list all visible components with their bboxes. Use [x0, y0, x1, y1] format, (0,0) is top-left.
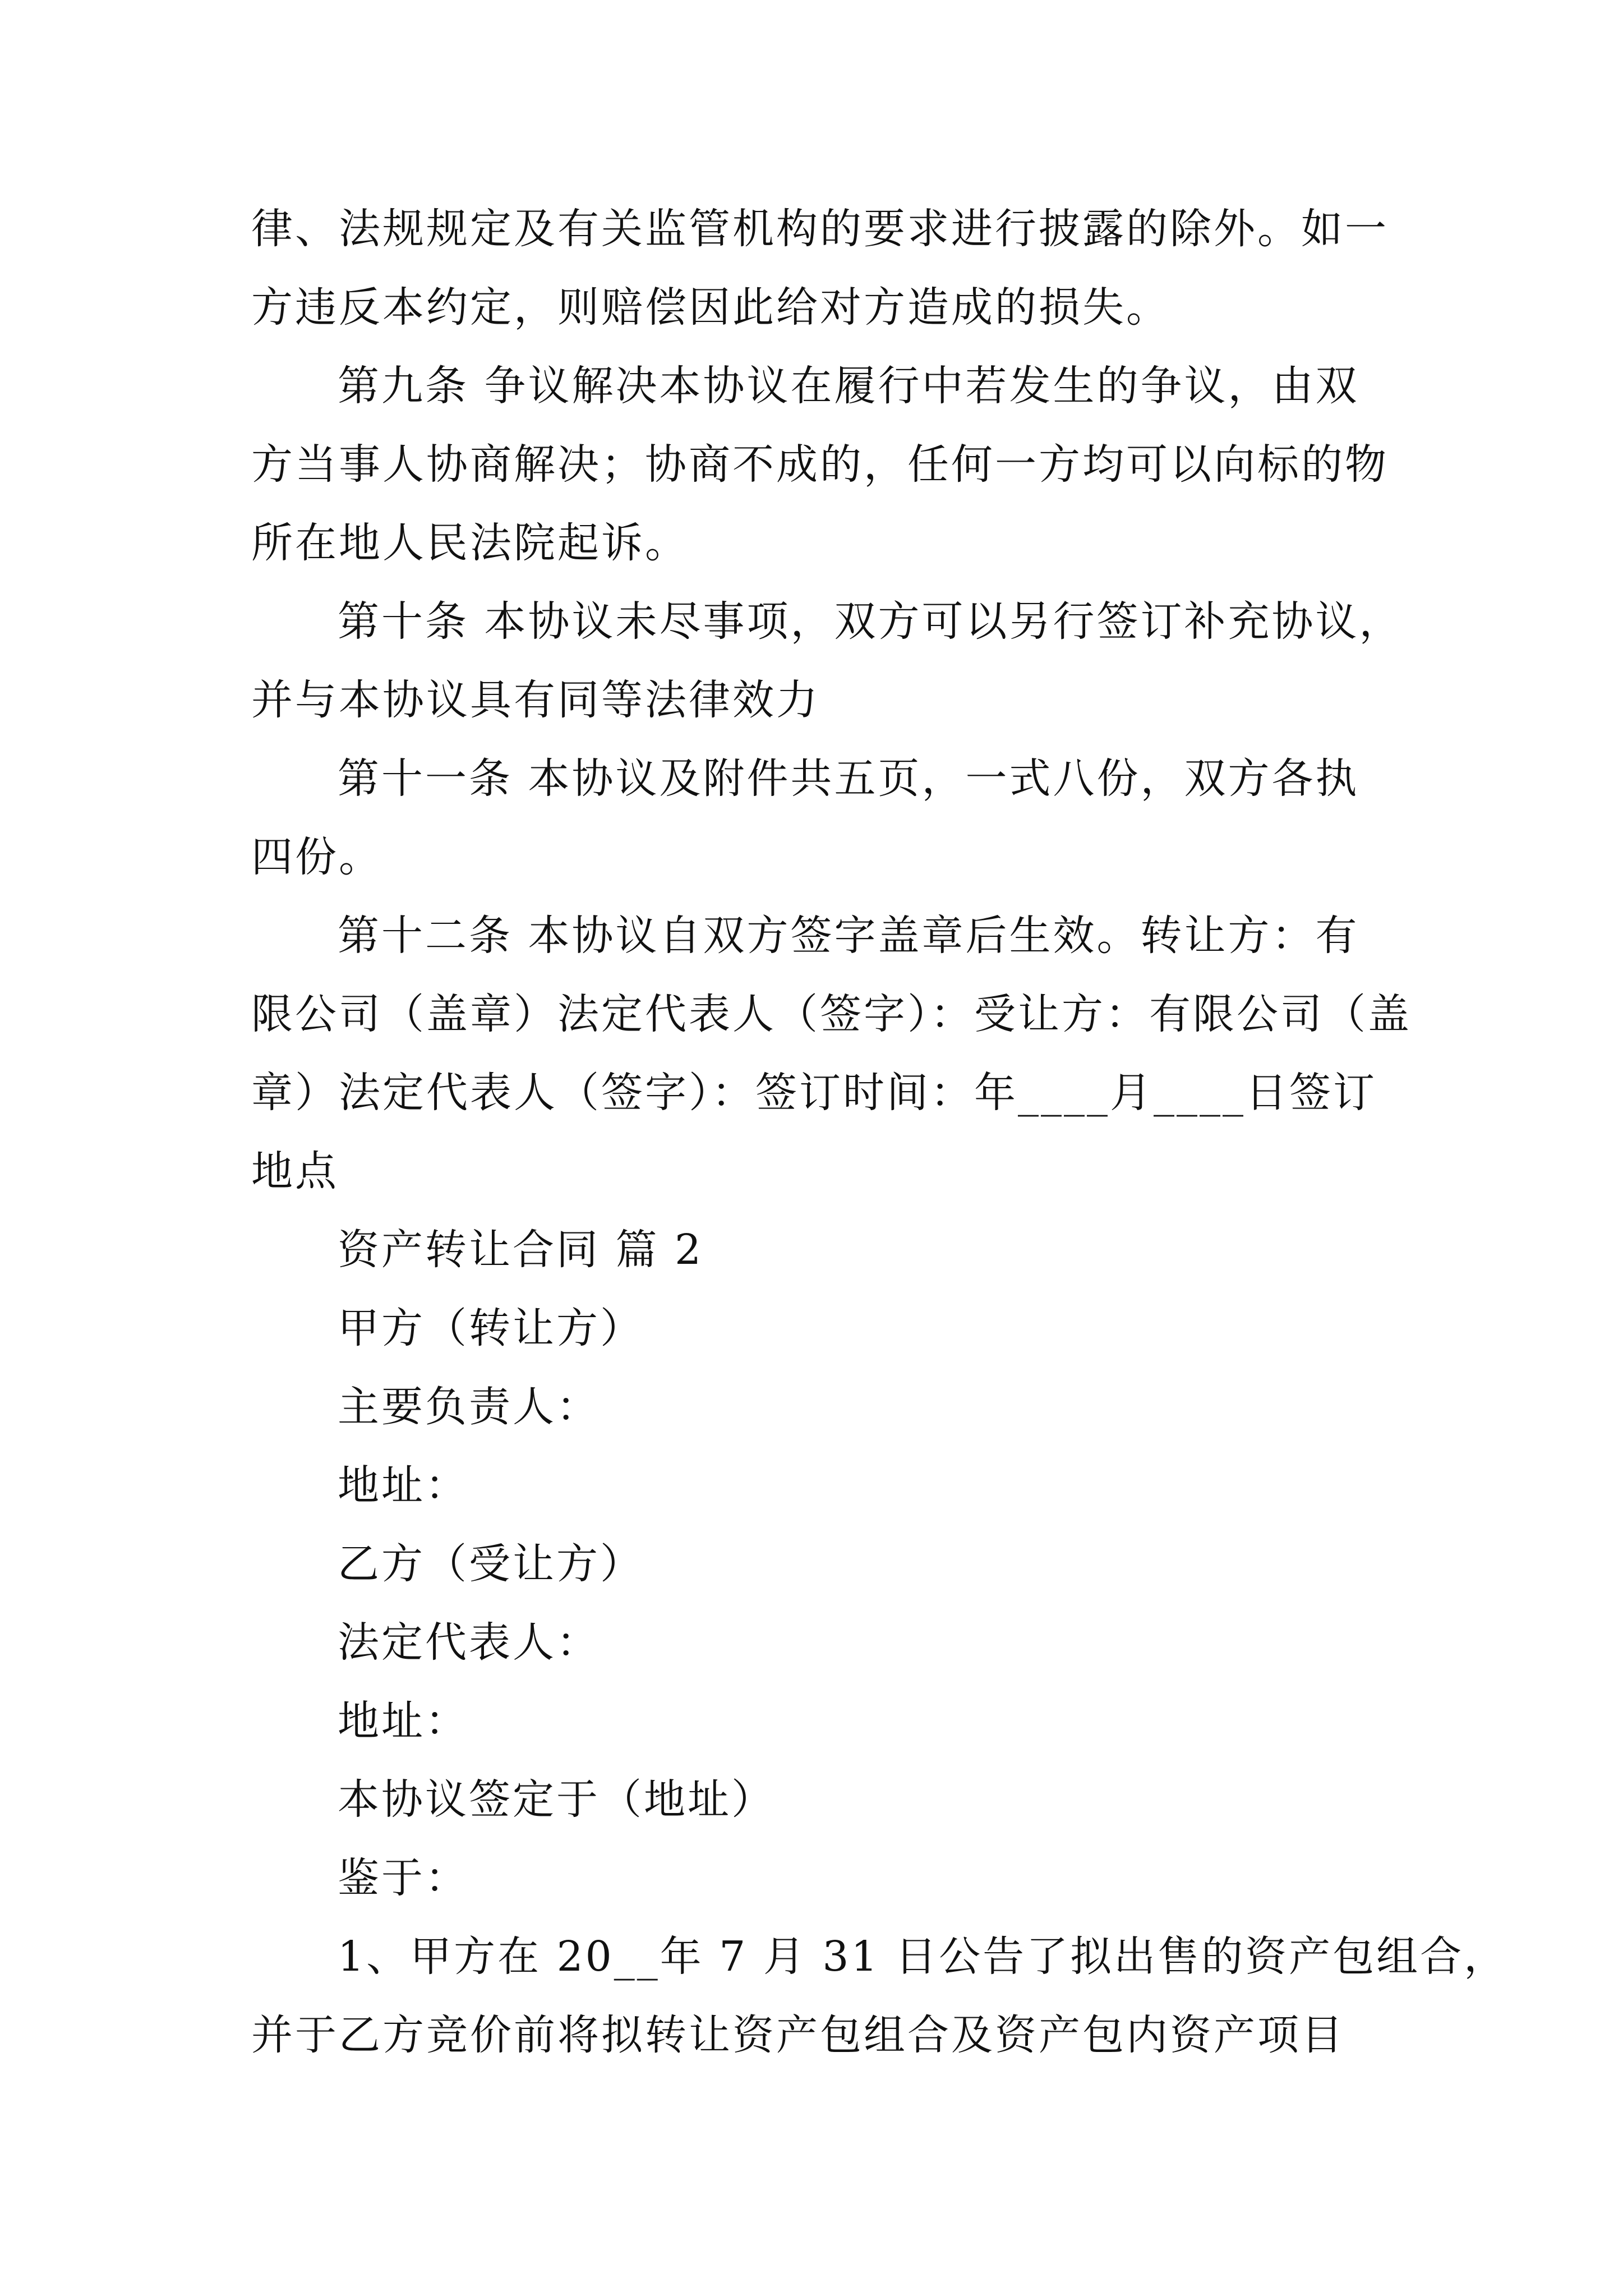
- paragraph-line: 地点: [251, 1147, 339, 1195]
- paragraph-line: 律、法规规定及有关监管机构的要求进行披露的除外。如一: [251, 205, 1389, 253]
- party-b-address-label: 地址：: [338, 1697, 469, 1745]
- article-12-heading-line: 第十二条 本协议自双方签字盖章后生效。转让方：有: [338, 912, 1359, 960]
- paragraph-line: 所在地人民法院起诉。: [251, 519, 689, 567]
- paragraph-line: 章）法定代表人（签字）：签订时间：年____月____日签订: [251, 1069, 1377, 1117]
- party-a-address-label: 地址：: [338, 1461, 469, 1510]
- article-10-heading-line: 第十条 本协议未尽事项，双方可以另行签订补充协议，: [338, 597, 1403, 646]
- paragraph-line: 并于乙方竞价前将拟转让资产包组合及资产包内资产项目: [251, 2011, 1345, 2059]
- article-9-heading-line: 第九条 争议解决本协议在履行中若发生的争议，由双: [338, 362, 1359, 410]
- party-a-label: 甲方（转让方）: [338, 1304, 644, 1352]
- article-11-heading-line: 第十一条 本协议及附件共五页，一式八份，双方各执: [338, 754, 1359, 803]
- whereas-label: 鉴于：: [338, 1854, 469, 1902]
- recital-1-line: 1、甲方在 20__年 7 月 31 日公告了拟出售的资产包组合，: [338, 1932, 1508, 1981]
- party-b-legal-rep-label: 法定代表人：: [338, 1618, 600, 1667]
- paragraph-line: 限公司（盖章）法定代表人（签字）：受让方：有限公司（盖: [251, 990, 1412, 1038]
- party-b-label: 乙方（受让方）: [338, 1540, 644, 1588]
- paragraph-line: 方违反本约定，则赔偿因此给对方造成的损失。: [251, 283, 1170, 332]
- paragraph-line: 方当事人协商解决；协商不成的，任何一方均可以向标的物: [251, 440, 1389, 489]
- party-a-principal-label: 主要负责人：: [338, 1383, 600, 1431]
- paragraph-line: 四份。: [251, 833, 382, 881]
- paragraph-line: 并与本协议具有同等法律效力: [251, 676, 820, 724]
- signing-location-line: 本协议签定于（地址）: [338, 1775, 775, 1824]
- section-title: 资产转让合同 篇 2: [338, 1226, 704, 1274]
